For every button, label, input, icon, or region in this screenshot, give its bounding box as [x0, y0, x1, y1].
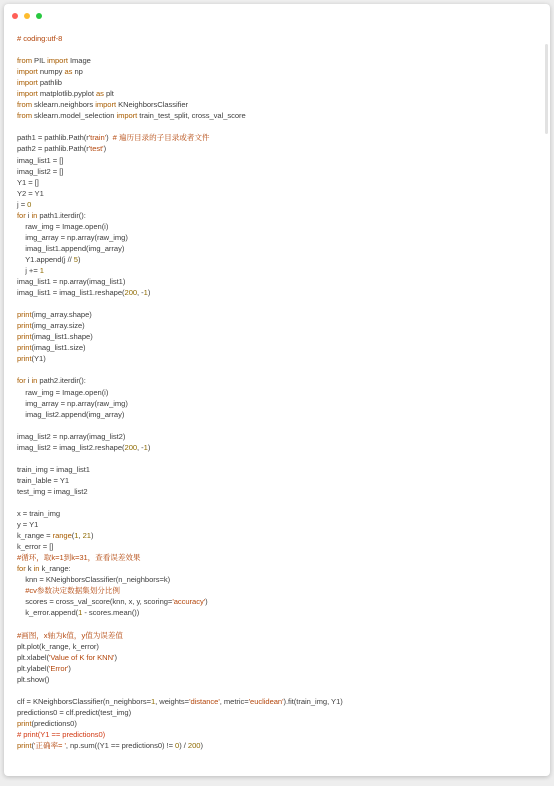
code-token: import: [47, 56, 68, 66]
code-token: imag_list1 = np.array(imag_list1): [17, 277, 126, 287]
code-token: ): [147, 442, 151, 452]
code-token: ): [200, 741, 203, 750]
code-token: ): [90, 531, 94, 541]
code-token: plt: [103, 89, 114, 99]
code-token: predictions0 = clf.predict(test_img): [17, 707, 132, 717]
code-token: plt.xlabel(: [17, 652, 49, 662]
code-token: imag_list2 = np.array(imag_list2): [17, 431, 126, 441]
code-line: [17, 199, 538, 210]
code-line: [17, 740, 538, 751]
code-token: path2.iterdir():: [37, 376, 86, 386]
code-token: k: [25, 564, 34, 574]
code-line: [17, 353, 538, 364]
code-token: matplotlib.pyplot: [37, 89, 96, 99]
code-token: k_range:: [39, 564, 71, 574]
code-line: [17, 331, 538, 342]
code-token: imag_list2 = imag_list2.reshape(: [17, 442, 125, 452]
code-token: ).fit(train_img, Y1): [283, 696, 343, 706]
code-token: ,: [78, 531, 83, 541]
code-line: [17, 552, 538, 563]
code-token: k_error.append(: [17, 608, 79, 618]
code-token: 'accuracy': [172, 597, 206, 607]
code-token: print: [17, 741, 32, 750]
code-line: [17, 641, 538, 652]
code-token: ) /: [179, 741, 188, 750]
code-token: , -: [137, 288, 144, 298]
code-token: path1 = pathlib.Path(r: [17, 133, 89, 143]
code-token: 200: [187, 741, 201, 750]
code-line: [17, 121, 538, 132]
code-token: 21: [82, 531, 91, 541]
code-token: (img_array.size): [31, 321, 85, 331]
code-token: Y2 = Y1: [17, 188, 44, 198]
code-token: j +=: [17, 265, 40, 275]
code-line: [17, 364, 538, 375]
code-token: print: [17, 354, 32, 364]
code-token: ): [77, 254, 81, 264]
code-token: print: [17, 332, 32, 342]
code-token: knn = KNeighborsClassifier(n_neighbors=k): [17, 575, 171, 585]
code-token: #循环，取k=1到k=31，查看误差效果: [17, 553, 141, 563]
code-token: print: [17, 321, 32, 331]
code-line: [17, 88, 538, 99]
maximize-dot-icon[interactable]: [36, 13, 42, 19]
code-token: np: [72, 67, 83, 77]
code-token: (: [31, 741, 35, 750]
code-line: [17, 630, 538, 641]
code-token: [17, 586, 25, 595]
code-line: [17, 132, 538, 143]
code-line: [17, 298, 538, 309]
code-token: x = train_img: [17, 509, 61, 519]
code-line: [17, 375, 538, 386]
code-line: [17, 718, 538, 729]
code-line: [17, 530, 538, 541]
code-token: range: [52, 531, 72, 541]
code-token: 5: [73, 254, 78, 264]
code-token: for: [17, 210, 26, 220]
code-line: [17, 563, 538, 574]
code-token: plt.plot(k_range, k_error): [17, 641, 99, 651]
code-token: # coding:utf-8: [17, 34, 63, 43]
code-token: path1.iterdir():: [37, 210, 86, 220]
code-token: 1: [143, 442, 148, 452]
code-token: train_test_split, cross_val_score: [137, 111, 246, 121]
code-token: for: [17, 376, 26, 386]
code-line: [17, 221, 538, 232]
code-line: [17, 210, 538, 221]
code-token: 'test': [88, 144, 104, 154]
code-token: 1: [74, 531, 79, 541]
code-token: imag_list1 = []: [17, 155, 64, 165]
code-token: Image: [67, 56, 91, 66]
close-dot-icon[interactable]: [12, 13, 18, 19]
code-line: [17, 663, 538, 674]
code-line: [17, 143, 538, 154]
code-token: in: [33, 564, 40, 574]
code-token: test_img = imag_list2: [17, 486, 88, 496]
code-token: i: [25, 210, 32, 220]
window-controls: [12, 13, 42, 19]
code-token: train_img = imag_list1: [17, 464, 90, 474]
code-token: as: [64, 67, 73, 77]
code-line: [17, 464, 538, 475]
code-token: from: [17, 111, 32, 121]
code-token: 'train': [88, 133, 107, 143]
code-token: 1: [143, 288, 148, 298]
code-line: [17, 585, 538, 596]
code-line: [17, 232, 538, 243]
code-token: 'Value of K for KNN': [48, 652, 115, 662]
code-token: import: [17, 67, 38, 77]
code-line: [17, 33, 538, 44]
code-token: 1: [150, 696, 156, 706]
code-line: [17, 596, 538, 607]
code-token: 0: [175, 741, 180, 750]
code-line: [17, 519, 538, 530]
code-token: (img_array.shape): [31, 310, 92, 320]
code-token: , np.sum((Y1 == predictions0) !=: [65, 741, 176, 750]
code-token: # print(Y1 == predictions0): [17, 729, 106, 739]
code-token: in: [31, 210, 38, 220]
code-token: ): [68, 663, 71, 673]
code-line: [17, 66, 538, 77]
code-line: [17, 55, 538, 66]
code-token: 'distance': [189, 696, 220, 706]
code-line: [17, 287, 538, 298]
code-token: print: [17, 718, 32, 728]
code-token: k_error = []: [17, 542, 54, 552]
code-line: [17, 398, 538, 409]
code-token: import: [95, 100, 117, 110]
code-token: img_array = np.array(raw_img): [17, 398, 128, 408]
code-token: 200: [124, 288, 138, 298]
code-token: k_range =: [17, 531, 53, 541]
code-line: [17, 508, 538, 519]
code-line: [17, 685, 538, 696]
code-line: [17, 309, 538, 320]
code-token: (imag_list1.shape): [31, 332, 93, 342]
code-token: 0: [27, 199, 32, 209]
code-line: [17, 652, 538, 663]
code-token: import: [17, 78, 38, 88]
code-line: [17, 707, 538, 718]
code-line: [17, 497, 538, 508]
code-token: PIL: [32, 56, 48, 66]
code-window: [4, 4, 550, 776]
code-line: [17, 254, 538, 265]
code-line: [17, 177, 538, 188]
code-line: [17, 276, 538, 287]
code-line: [17, 342, 538, 353]
code-token: from: [17, 100, 32, 110]
code-token: , metric=: [219, 696, 249, 706]
code-token: (: [71, 531, 75, 541]
code-token: (predictions0): [31, 718, 77, 728]
code-line: [17, 387, 538, 398]
code-line: [17, 99, 538, 110]
code-line: [17, 409, 538, 420]
code-line: [17, 188, 538, 199]
code-token: 1: [78, 608, 83, 618]
code-token: img_array = np.array(raw_img): [17, 232, 128, 242]
code-token: train_lable = Y1: [17, 475, 70, 485]
code-token: i: [25, 376, 32, 386]
code-line: [17, 607, 538, 618]
code-line: [17, 431, 538, 442]
code-token: imag_list2.append(img_array): [17, 409, 125, 419]
code-line: [17, 442, 538, 453]
code-token: #画图，x轴为k值，y值为误差值: [17, 630, 123, 640]
code-line: [17, 265, 538, 276]
code-line: [17, 320, 538, 331]
code-line: [17, 166, 538, 177]
code-token: ): [114, 652, 117, 662]
code-token: raw_img = Image.open(i): [17, 387, 109, 397]
code-line: [17, 541, 538, 552]
code-line: [17, 729, 538, 740]
code-token: ): [205, 597, 208, 607]
code-token: - scores.mean()): [82, 608, 140, 618]
code-token: 'euclidean': [248, 696, 284, 706]
code-token: clf = KNeighborsClassifier(n_neighbors=: [17, 696, 151, 706]
code-line: [17, 110, 538, 121]
code-token: numpy: [37, 67, 65, 77]
code-token: (Y1): [31, 354, 46, 364]
code-line: [17, 77, 538, 88]
code-token: raw_img = Image.open(i): [17, 221, 109, 231]
code-line: [17, 155, 538, 166]
code-token: 1: [39, 265, 44, 275]
code-token: sklearn.model_selection: [32, 111, 117, 121]
code-token: for: [17, 564, 26, 574]
code-line: [17, 475, 538, 486]
code-token: imag_list1 = imag_list1.reshape(: [17, 288, 125, 298]
code-token: plt.ylabel(: [17, 663, 49, 673]
code-token: KNeighborsClassifier: [116, 100, 188, 110]
code-token: print: [17, 343, 32, 353]
code-token: scores = cross_val_score(knn, x, y, scoring=: [17, 597, 173, 607]
code-token: 200: [124, 442, 138, 452]
code-token: '正确率= ': [34, 741, 66, 750]
code-line: [17, 243, 538, 254]
code-line: [17, 486, 538, 497]
code-line: [17, 696, 538, 707]
scrollbar[interactable]: [545, 44, 548, 134]
code-token: ): [106, 133, 113, 143]
code-token: , -: [137, 442, 144, 452]
code-line: [17, 44, 538, 55]
code-token: ): [147, 288, 151, 298]
code-token: pathlib: [37, 78, 62, 88]
code-token: j =: [17, 199, 28, 209]
code-token: from: [17, 56, 32, 66]
code-line: [17, 574, 538, 585]
code-token: in: [31, 376, 38, 386]
code-token: print: [17, 310, 32, 320]
code-token: as: [95, 89, 104, 99]
code-line: [17, 618, 538, 629]
code-token: ): [103, 144, 107, 154]
code-line: [17, 674, 538, 685]
code-token: , weights=: [155, 696, 190, 706]
code-line: [17, 420, 538, 431]
minimize-dot-icon[interactable]: [24, 13, 30, 19]
code-token: import: [116, 111, 138, 121]
code-line: [17, 453, 538, 464]
code-token: Y1 = []: [17, 177, 39, 187]
code-token: Y1.append(j //: [17, 254, 74, 264]
code-token: import: [17, 89, 38, 99]
code-token: imag_list2 = []: [17, 166, 64, 176]
code-token: (imag_list1.size): [31, 343, 86, 353]
code-token: plt.show(): [17, 674, 50, 684]
code-token: # 遍历目录的子目录或者文件: [112, 133, 210, 143]
code-block: [17, 33, 538, 751]
code-token: imag_list1.append(img_array): [17, 243, 125, 253]
code-token: 'Error': [48, 663, 69, 673]
code-token: sklearn.neighbors: [32, 100, 96, 110]
code-token: path2 = pathlib.Path(r: [17, 144, 89, 154]
code-token: y = Y1: [17, 520, 39, 530]
code-token: #cv参数决定数据集划分比例: [25, 586, 120, 596]
